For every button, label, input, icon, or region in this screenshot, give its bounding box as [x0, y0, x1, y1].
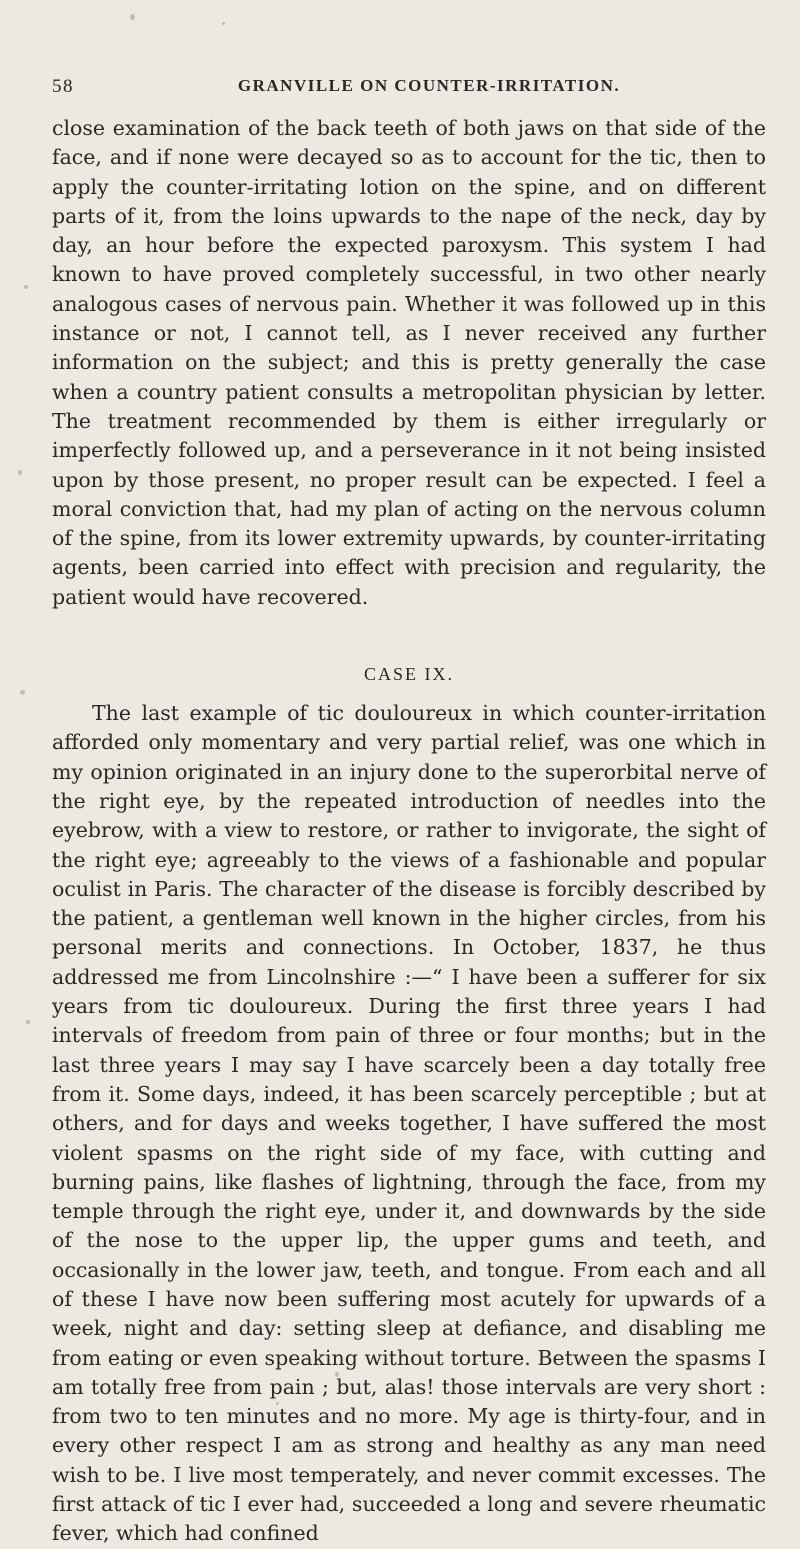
- running-head: [52, 76, 766, 106]
- paper-speck: [276, 1402, 279, 1405]
- paper-speck: [24, 285, 28, 289]
- case-heading: CASE IX.: [363, 664, 454, 685]
- paragraph-continuation: close examination of the back teeth of both jaws on that side of the face, and if none were decayed so as to account for the tic, then to apply the counter-irritating lotion on the spine, and on different parts of it, from the loins upwards to the nape of the neck, day by day, an hour before the expected paroxysm. This system I had known to have proved completely successful, in two other nearly analogous cases of nervous pain. Whether it was followed up in this instance or not, I cannot tell, as I never received any further information on the subject; and this is pretty generally the case when a country patient consults a metropolitan physician by letter. The treatment recommended by them is either irregularly or imperfectly followed up, and a perseverance in it not being insisted upon by those present, no proper result can be expected. I feel a moral conviction that, had my plan of acting on the nervous column of the spine, from its lower extremity upwards, by counter-irritating agents, been carried into effect with precision and regularity, the patient would have recovered.: [52, 116, 766, 609]
- paper-speck: [26, 1020, 30, 1024]
- paper-speck: [335, 1372, 339, 1377]
- paper-speck: [130, 14, 135, 20]
- body-text: [52, 114, 766, 1549]
- paper-speck: [18, 470, 22, 475]
- page-number: 58: [52, 76, 74, 97]
- paper-speck: [20, 690, 25, 695]
- running-title: GRANVILLE ON COUNTER-IRRITATION.: [237, 76, 621, 95]
- paragraph-case-ix: The last example of tic douloureux in which counter-irritation afforded only momentary and very partial relief, was one which in my opinion originated in an injury done to the superorbital nerve of the right eye, by the repeated introduction of needles into the eyebrow, with a view to restore, or rather to invigorate, the sight of the right eye; agreeably to the views of a fashionable and popular oculist in Paris. The character of the disease is forcibly described by the patient, a gentleman well known in the higher circles, from his personal merits and connections. In October, 1837, he thus addressed me from Lincolnshire :—“ I have been a sufferer for six years from tic douloureux. During the first three years I had intervals of freedom from pain of three or four months; but in the last three years I may say I have scarcely been a day totally free from it. Some days, indeed, it has been scarcely perceptible ; but at others, and for days and weeks together, I have suffered the most violent spasms on the right side of my face, with cutting and burning pains, like flashes of lightning, through the face, from my temple through the right eye, under it, and downwards by the side of the nose to the upper lip, the upper gums and teeth, and occasionally in the lower jaw, teeth, and tongue. From each and all of these I have now been suffering most acutely for upwards of a week, night and day: setting sleep at defiance, and disabling me from eating or even speaking without torture. Between the spasms I am totally free from pain ; but, alas! those intervals are very short : from two to ten minutes and no more. My age is thirty-four, and in every other respect I am as strong and healthy as any man need wish to be. I live most temperately, and never commit excesses. The first attack of tic I ever had, succeeded a long and severe rheumatic fever, which had confined: [52, 701, 766, 1546]
- paper-speck: [222, 22, 225, 25]
